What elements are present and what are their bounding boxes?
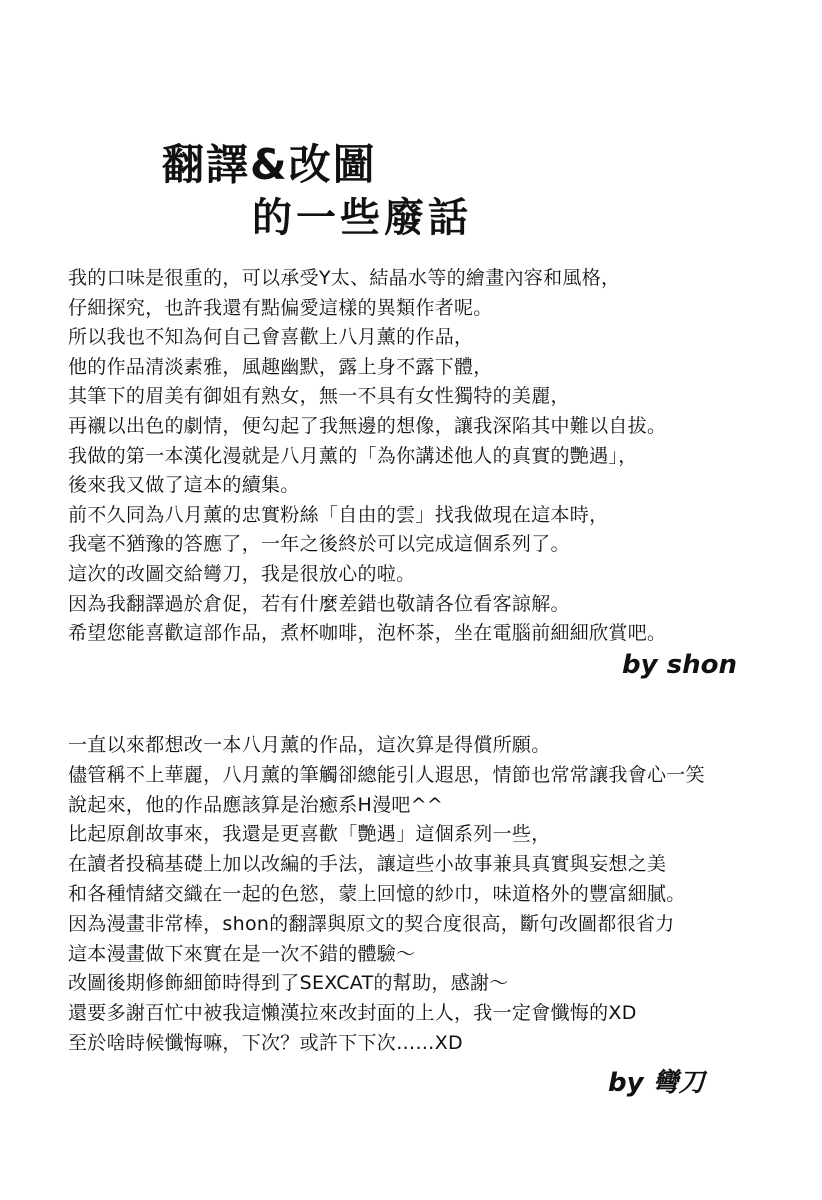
text-line: 還要多謝百忙中被我這懶漢拉來改封面的上人，我一定會懺悔的XD: [68, 1002, 637, 1025]
editor-note: [68, 731, 705, 1059]
text-line: 一直以來都想改一本八月薰的作品，這次算是得償所願。: [68, 734, 551, 756]
text-line: 說起來，他的作品應該算是治癒系H漫吧^^: [68, 793, 444, 816]
text-line: 改圖後期修飾細節時得到了SEXCAT的幫助，感謝～: [68, 972, 509, 995]
editor-signature: by 彎刀: [608, 1068, 705, 1098]
text-line: 儘管稱不上華麗，八月薰的筆觸卻總能引人遐思，情節也常常讓我會心一笑: [68, 763, 705, 786]
text-line: 後來我又做了這本的續集。: [68, 474, 300, 497]
text-line: 我的口味是很重的，可以承受Y太、結晶水等的繪畫內容和風格，: [68, 267, 621, 289]
text-line: 至於啥時候懺悔嘛，下次？或許下下次……XD: [68, 1031, 463, 1054]
text-line: 這本漫畫做下來實在是一次不錯的體驗～: [68, 942, 416, 965]
text-line: 再襯以出色的劇情，便勾起了我無邊的想像，讓我深陷其中難以自拔。: [68, 414, 667, 437]
translator-note: [68, 264, 666, 649]
page-title: 翻譯&改圖: [162, 140, 377, 189]
text-line: 我毫不猶豫的答應了，一年之後終於可以完成這個系列了。: [68, 533, 570, 556]
text-line: 仔細探究，也許我還有點偏愛這樣的異類作者呢。: [68, 296, 493, 319]
text-line: 我做的第一本漢化漫就是八月薰的「為你講述他人的真實的艷遇」，: [68, 444, 638, 467]
text-line: 因為我翻譯過於倉促，若有什麼差錯也敬請各位看客諒解。: [68, 592, 570, 615]
translator-signature: by shon: [622, 650, 737, 680]
page-subtitle: 的一些廢話: [252, 195, 472, 241]
text-line: 希望您能喜歡這部作品，煮杯咖啡，泡杯茶，坐在電腦前細細欣賞吧。: [68, 622, 667, 645]
text-line: 其筆下的眉美有御姐有熟女，無一不具有女性獨特的美麗，: [68, 385, 570, 408]
text-line: 前不久同為八月薰的忠實粉絲「自由的雲」找我做現在這本時，: [68, 503, 609, 526]
text-line: 比起原創故事來，我還是更喜歡「艷遇」這個系列一些，: [68, 823, 551, 846]
text-line: 他的作品清淡素雅，風趣幽默，露上身不露下體，: [68, 355, 493, 378]
text-line: 和各種情緒交織在一起的色慾，蒙上回憶的紗巾，味道格外的豐富細膩。: [68, 882, 686, 905]
text-line: 因為漫畫非常棒，shon的翻譯與原文的契合度很高，斷句改圖都很省力: [68, 912, 675, 935]
text-line: 這次的改圖交給彎刀，我是很放心的啦。: [68, 562, 416, 585]
text-line: 所以我也不知為何自己會喜歡上八月薰的作品，: [68, 326, 474, 349]
text-line: 在讀者投稿基礎上加以改編的手法，讓這些小故事兼具真實與妄想之美: [68, 853, 667, 876]
